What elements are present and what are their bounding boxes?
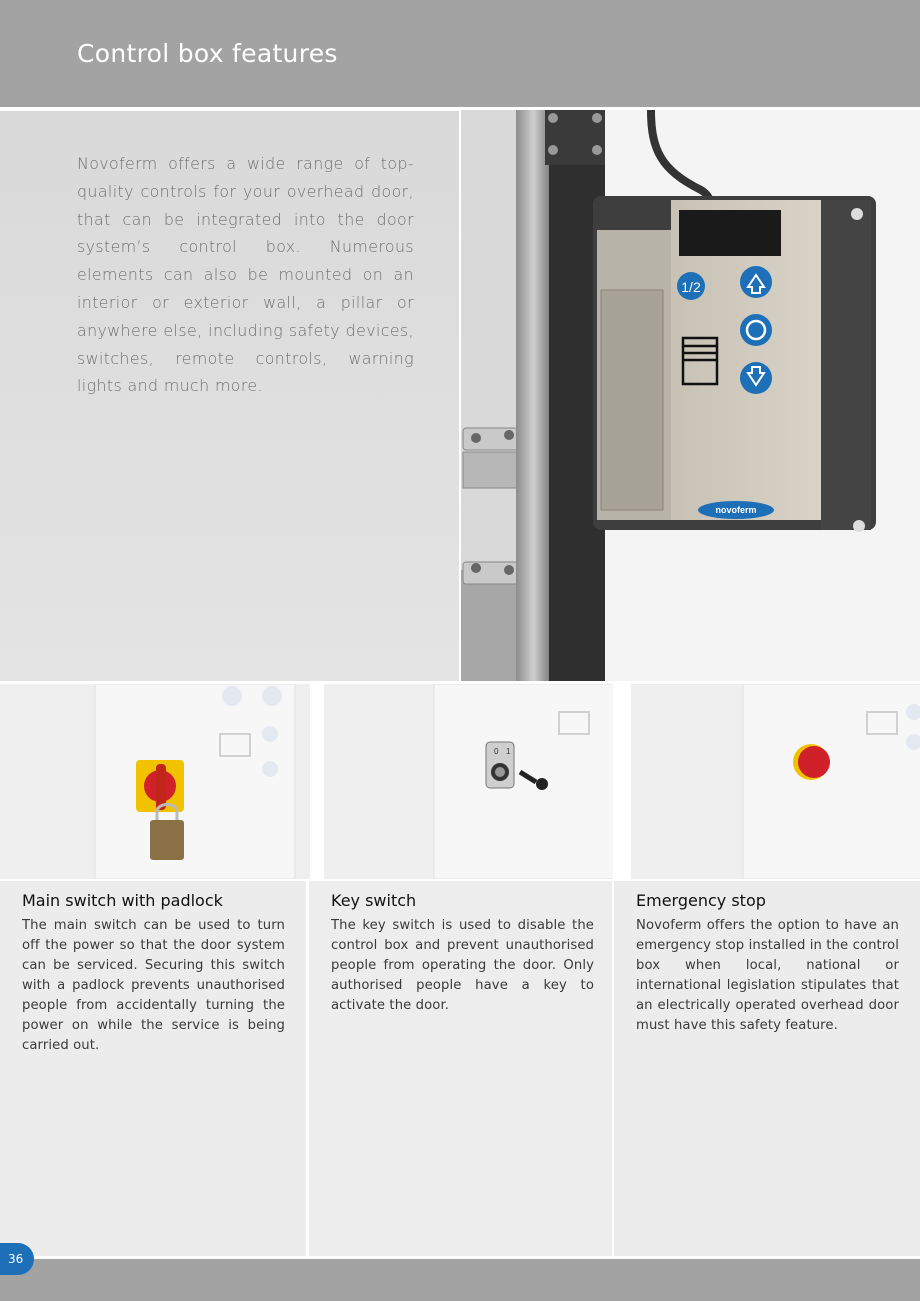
key-switch-photo	[324, 684, 613, 879]
main-switch-photo	[0, 684, 310, 879]
feature-title: Main switch with padlock	[22, 891, 223, 910]
feature-text: The key switch is used to disable the control box and prevent unauthorised people from operating the door. Only authorised people have a key to activate the door.	[331, 918, 594, 1013]
emergency-stop-photo	[631, 684, 920, 879]
feature-emergency-stop	[614, 881, 920, 1256]
control-box-photo	[461, 110, 920, 681]
feature-text: Novoferm offers the option to have an emergency stop installed in the control box when local, national or international legislation stipulates that an electrically operated overhead door must have this safety feature.	[636, 918, 899, 1033]
feature-key-switch	[309, 881, 612, 1256]
control-box-illustration	[461, 110, 920, 681]
brand-logo: novoferm	[715, 505, 757, 515]
key-switch-off-label: 0	[494, 747, 499, 756]
half-button-label: 1/2	[681, 279, 701, 295]
feature-title: Emergency stop	[636, 891, 766, 910]
key-switch-on-label: 1	[506, 747, 511, 756]
intro-text: Novoferm offers a wide range of top-quality controls for your overhead door, that can be integrated into the door system’s control box. Numerous elements can also be mounted on an interior or exterior wall, a pillar or anywhere else, including safety devices, switches, remote controls, warning lights and much more.	[77, 154, 414, 396]
page-title: Control box features	[77, 39, 338, 68]
feature-title: Key switch	[331, 891, 417, 910]
page-number: 36	[0, 1243, 34, 1275]
page-header	[0, 0, 920, 107]
page-footer	[0, 1259, 920, 1301]
feature-text: The main switch can be used to turn off the power so that the door system can be serviced. Securing this switch with a padlock prevents unauthorised people from accidentally turning the power on while the service is being carried out.	[22, 918, 285, 1053]
feature-main-switch	[0, 881, 306, 1256]
